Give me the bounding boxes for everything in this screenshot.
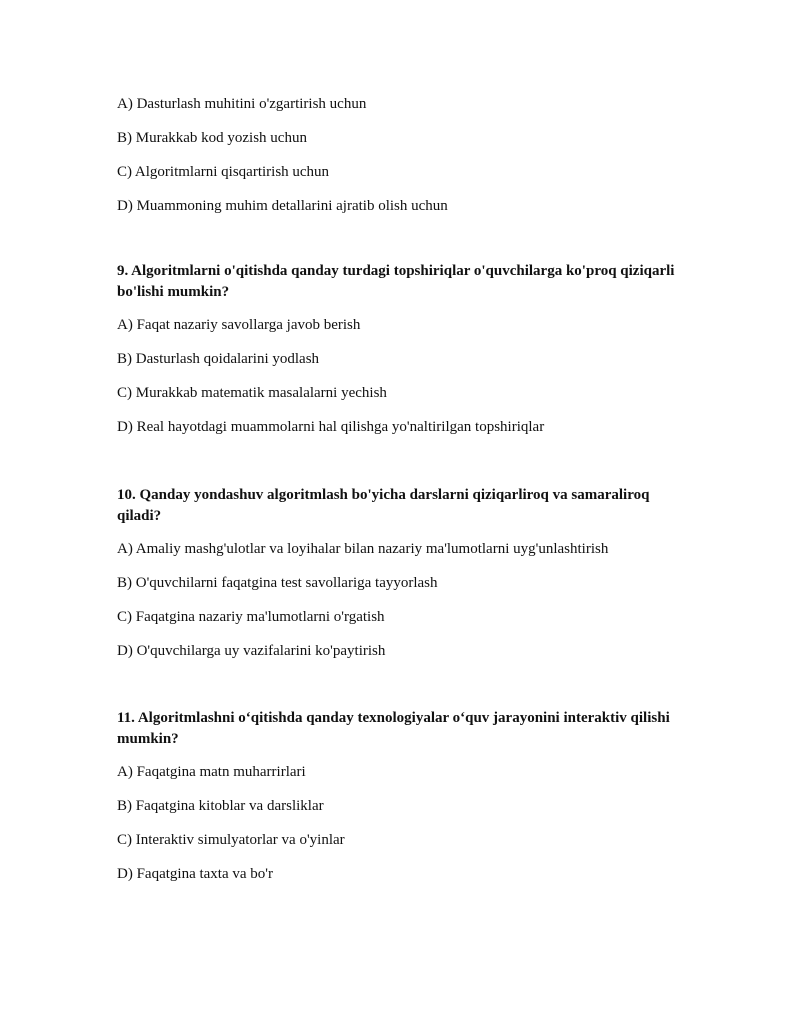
question-text: 11. Algoritmlashni o‘qitishda qanday texnologiyalar o‘quv jarayonini interaktiv qilishi mumkin? bbox=[117, 710, 670, 747]
option-b: B) Dasturlash qoidalarini yodlash bbox=[117, 351, 320, 367]
option-b: B) O'quvchilarni faqatgina test savollariga tayyorlash bbox=[117, 575, 438, 591]
option-c: C) Interaktiv simulyatorlar va o'yinlar bbox=[117, 832, 345, 848]
question-text: 10. Qanday yondashuv algoritmlash bo'yicha darslarni qiziqarliroq va samaraliroq qiladi? bbox=[117, 487, 650, 524]
option-c: C) Murakkab matematik masalalarni yechish bbox=[117, 385, 387, 401]
intro-options bbox=[117, 95, 697, 231]
question-11 bbox=[117, 708, 697, 899]
option-d: D) Faqatgina taxta va bo'r bbox=[117, 866, 273, 882]
option-b: B) Faqatgina kitoblar va darsliklar bbox=[117, 798, 324, 814]
option-a: A) Dasturlash muhitini o'zgartirish uchun bbox=[117, 96, 367, 112]
question-9 bbox=[117, 261, 697, 452]
option-b: B) Murakkab kod yozish uchun bbox=[117, 130, 307, 146]
option-d: D) O'quvchilarga uy vazifalarini ko'paytirish bbox=[117, 643, 386, 659]
option-c: C) Algoritmlarni qisqartirish uchun bbox=[117, 164, 330, 180]
option-a: A) Amaliy mashg'ulotlar va loyihalar bilan nazariy ma'lumotlarni uyg'unlashtirish bbox=[117, 541, 609, 557]
option-d: D) Real hayotdagi muammolarni hal qilishga yo'naltirilgan topshiriqlar bbox=[117, 419, 545, 435]
option-d: D) Muammoning muhim detallarini ajratib olish uchun bbox=[117, 198, 448, 214]
question-text: 9. Algoritmlarni o'qitishda qanday turdagi topshiriqlar o'quvchilarga ko'proq qiziqarli bo'lishi mumkin? bbox=[117, 263, 675, 300]
option-a: A) Faqat nazariy savollarga javob berish bbox=[117, 317, 361, 333]
option-a: A) Faqatgina matn muharrirlari bbox=[117, 764, 306, 780]
option-c: C) Faqatgina nazariy ma'lumotlarni o'rgatish bbox=[117, 609, 385, 625]
question-10 bbox=[117, 485, 697, 676]
